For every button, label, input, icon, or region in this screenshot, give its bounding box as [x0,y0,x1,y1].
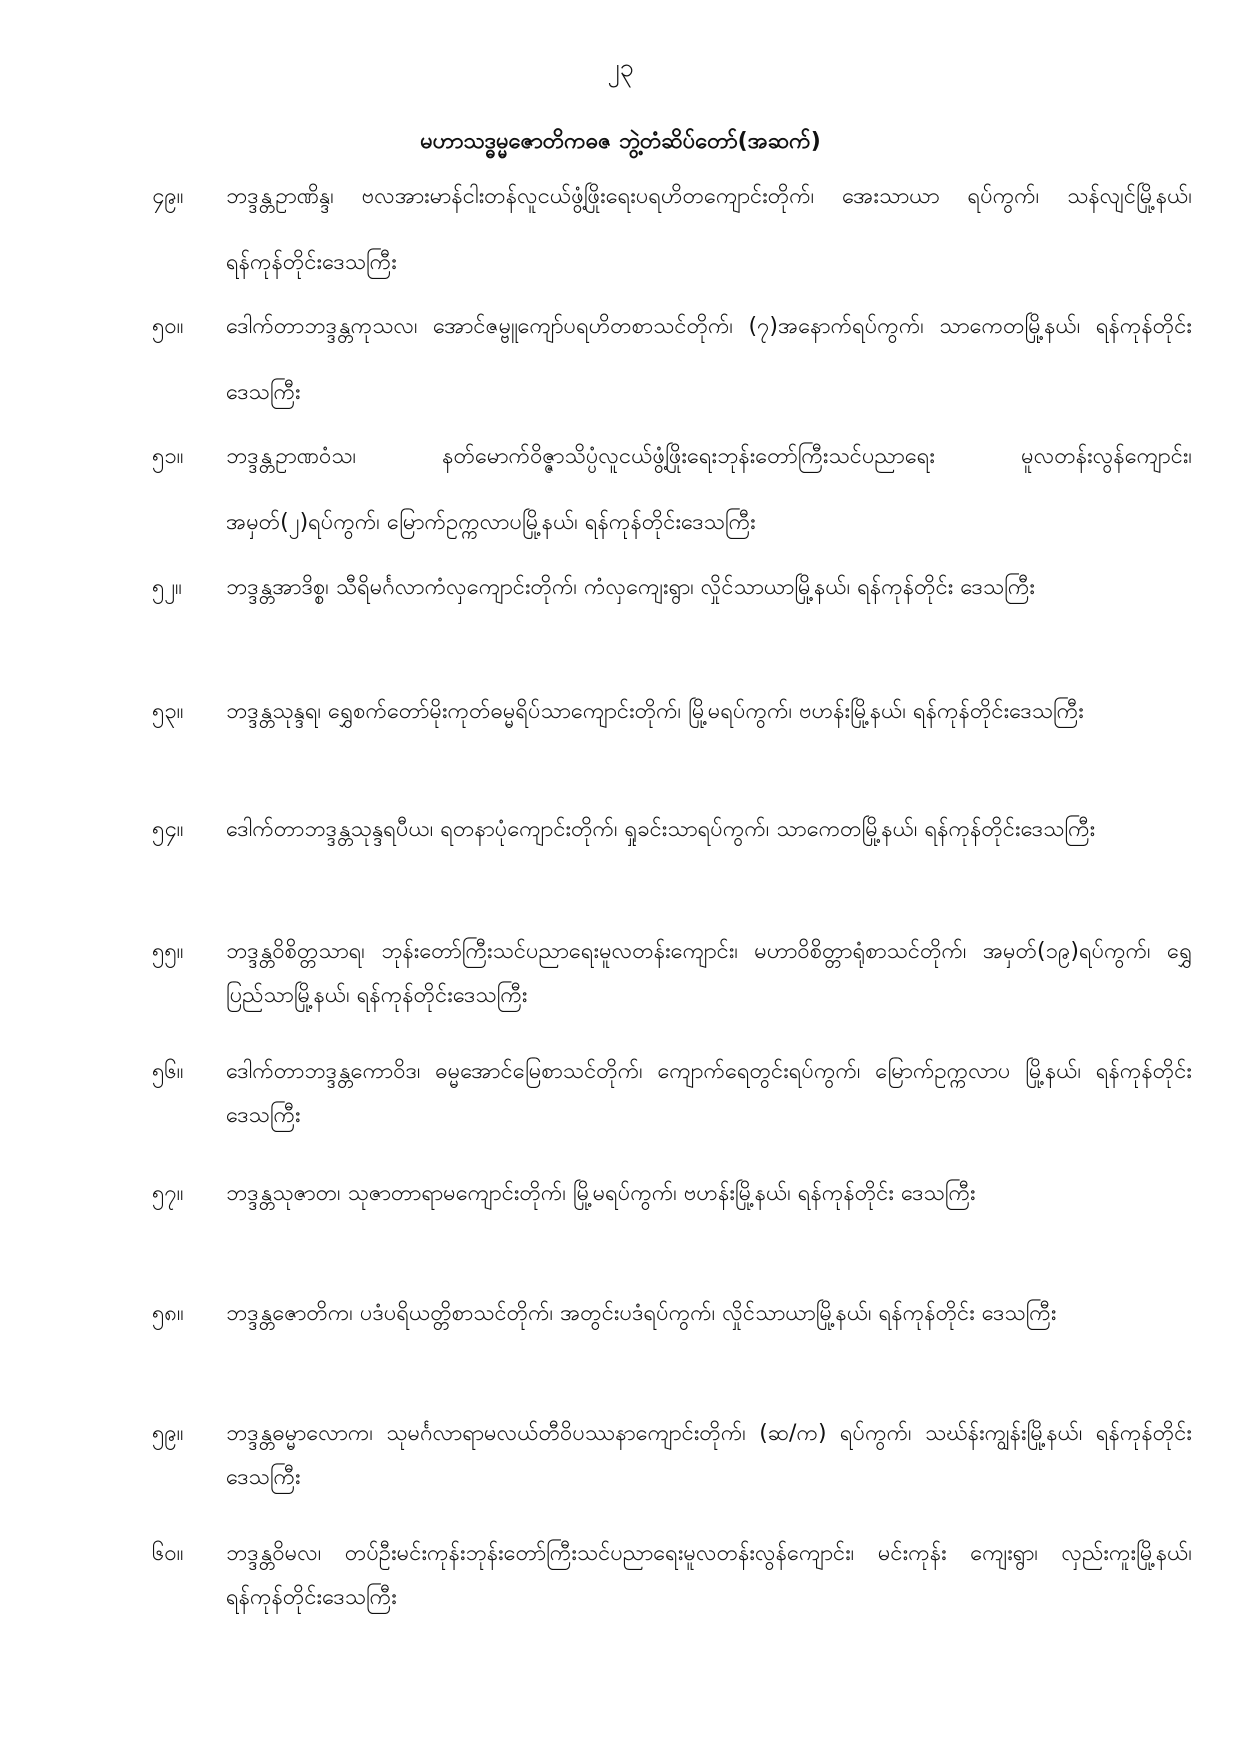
entry-text: ဒေါက်တာဘဒ္ဒန္တသုန္ဒရပီယ၊ ရတနာပုံကျောင်းတိုက်၊ ရှုခင်းသာရပ်ကွက်၊ သာကေတမြို့နယ်၊ ရန်ကုန်တိုင်းဒေသကြီး [226,817,1096,842]
page-heading: မဟာသဒ္ဓမ္မဇောတိကဓဇ ဘွဲ့တံဆိပ်တော်(အဆက်) [420,129,821,154]
entry-text: ဘဒ္ဒန္တဝိစိတ္တသာရ၊ ဘုန်းတော်ကြီးသင်ပညာရေးမူလတန်းကျောင်း၊ မဟာဝိစိတ္တာရုံစာသင်တိုက်၊ အမှတ်(၁၉)ရပ်ကွက်၊ ရွှေပြည်သာမြို့နယ်၊ ရန်ကုန်တိုင်းဒေသကြီး [226,939,1192,1008]
entry-text: ဘဒ္ဒန္တဇောတိက၊ ပဒံပရိယတ္တိစာသင်တိုက်၊ အတွင်းပဒံရပ်ကွက်၊ လှိုင်သာယာမြို့နယ်၊ ရန်ကုန်တိုင်း ဒေသကြီး [226,1301,1057,1326]
entry-text: ဘဒ္ဒန္တဓမ္မာလောက၊ သုမင်္ဂလာရာမလယ်တီဝိပဿနာကျောင်းတိုက်၊ (ဆ/က) ရပ်ကွက်၊ သဃ်န်းကျွန်းမြို့နယ်၊ ရန်ကုန်တိုင်းဒေသကြီး [226,1421,1192,1490]
entry-number: ၆၀။ [152,1541,184,1566]
entry-text: ဘဒ္ဒန္တဝိမလ၊ တပ်ဦးမင်းကုန်းဘုန်းတော်ကြီးသင်ပညာရေးမူလတန်းလွန်ကျောင်း၊ မင်းကုန်း ကျေးရွာ၊ လှည်းကူးမြို့နယ်၊ ရန်ကုန်တိုင်းဒေသကြီး [226,1541,1192,1610]
entry-number: ၅၅။ [152,939,184,964]
entry-number: ၅၂။ [152,575,182,600]
page-number: ၂၃ [607,53,634,82]
entry-text: ဘဒ္ဒန္တသုန္ဒရ၊ ရွှေစက်တော်မိုးကုတ်ဓမ္မရိပ်သာကျောင်းတိုက်၊ မြို့မရပ်ကွက်၊ ဗဟန်းမြို့နယ်၊ ရန်ကုန်တိုင်းဒေသကြီး [226,699,1084,724]
entry-number: ၅၈။ [152,1301,184,1326]
entry-number: ၅၄။ [152,817,184,842]
entry-number: ၅၆။ [152,1059,184,1084]
entry-number: ၅၁။ [152,444,184,469]
entry-number: ၅၀။ [152,314,184,339]
entry-text: ဒေါက်တာဘဒ္ဒန္တကုသလ၊ အောင်ဇမ္ဗူကျော်ပရဟိတစာသင်တိုက်၊ (၇)အနောက်ရပ်ကွက်၊ သာကေတမြို့နယ်၊ ရန်ကုန်တိုင်းဒေသကြီး [226,314,1192,405]
entry-text: ဘဒ္ဒန္တဥာဏိန္ဒ၊ ဗလအားမာန်ငါးတန်လူငယ်ဖွံ့ဖြိုးရေးပရဟိတကျောင်းတိုက်၊ အေးသာယာ ရပ်ကွက်၊ သန်လျင်မြို့နယ်၊ ရန်ကုန်တိုင်းဒေသကြီး [226,184,1192,275]
entry-text: ဘဒ္ဒန္တသုဇာတ၊ သုဇာတာရာမကျောင်းတိုက်၊ မြို့မရပ်ကွက်၊ ဗဟန်းမြို့နယ်၊ ရန်ကုန်တိုင်း ဒေသကြီး [226,1181,976,1206]
entry-number: ၅၉။ [152,1421,184,1446]
entry-number: ၅၇။ [152,1181,184,1206]
entry-number: ၅၃။ [152,699,184,724]
entry-text: ဘဒ္ဒန္တဥာဏဝံသ၊ နတ်မောက်ဝိဇ္ဇာသိပ္ပံလူငယ်ဖွံ့ဖြိုးရေးဘုန်းတော်ကြီးသင်ပညာရေး မူလတန်းလွန်ကျောင်း၊ အမှတ်(၂)ရပ်ကွက်၊ မြောက်ဥက္ကလာပမြို့နယ်၊ ရန်ကုန်တိုင်းဒေသကြီး [226,444,1192,535]
entry-text: ဘဒ္ဒန္တအာဒိစ္စ၊ သီရိမင်္ဂလာကံလှကျောင်းတိုက်၊ ကံလှကျေးရွာ၊ လှိုင်သာယာမြို့နယ်၊ ရန်ကုန်တိုင်း ဒေသကြီး [226,575,1035,600]
entry-number: ၄၉။ [152,184,184,209]
entry-text: ဒေါက်တာဘဒ္ဒန္တကောဝိဒ၊ ဓမ္မအောင်မြေစာသင်တိုက်၊ ကျောက်ရေတွင်းရပ်ကွက်၊ မြောက်ဥက္ကလာပ မြို့နယ်၊ ရန်ကုန်တိုင်းဒေသကြီး [226,1059,1192,1128]
